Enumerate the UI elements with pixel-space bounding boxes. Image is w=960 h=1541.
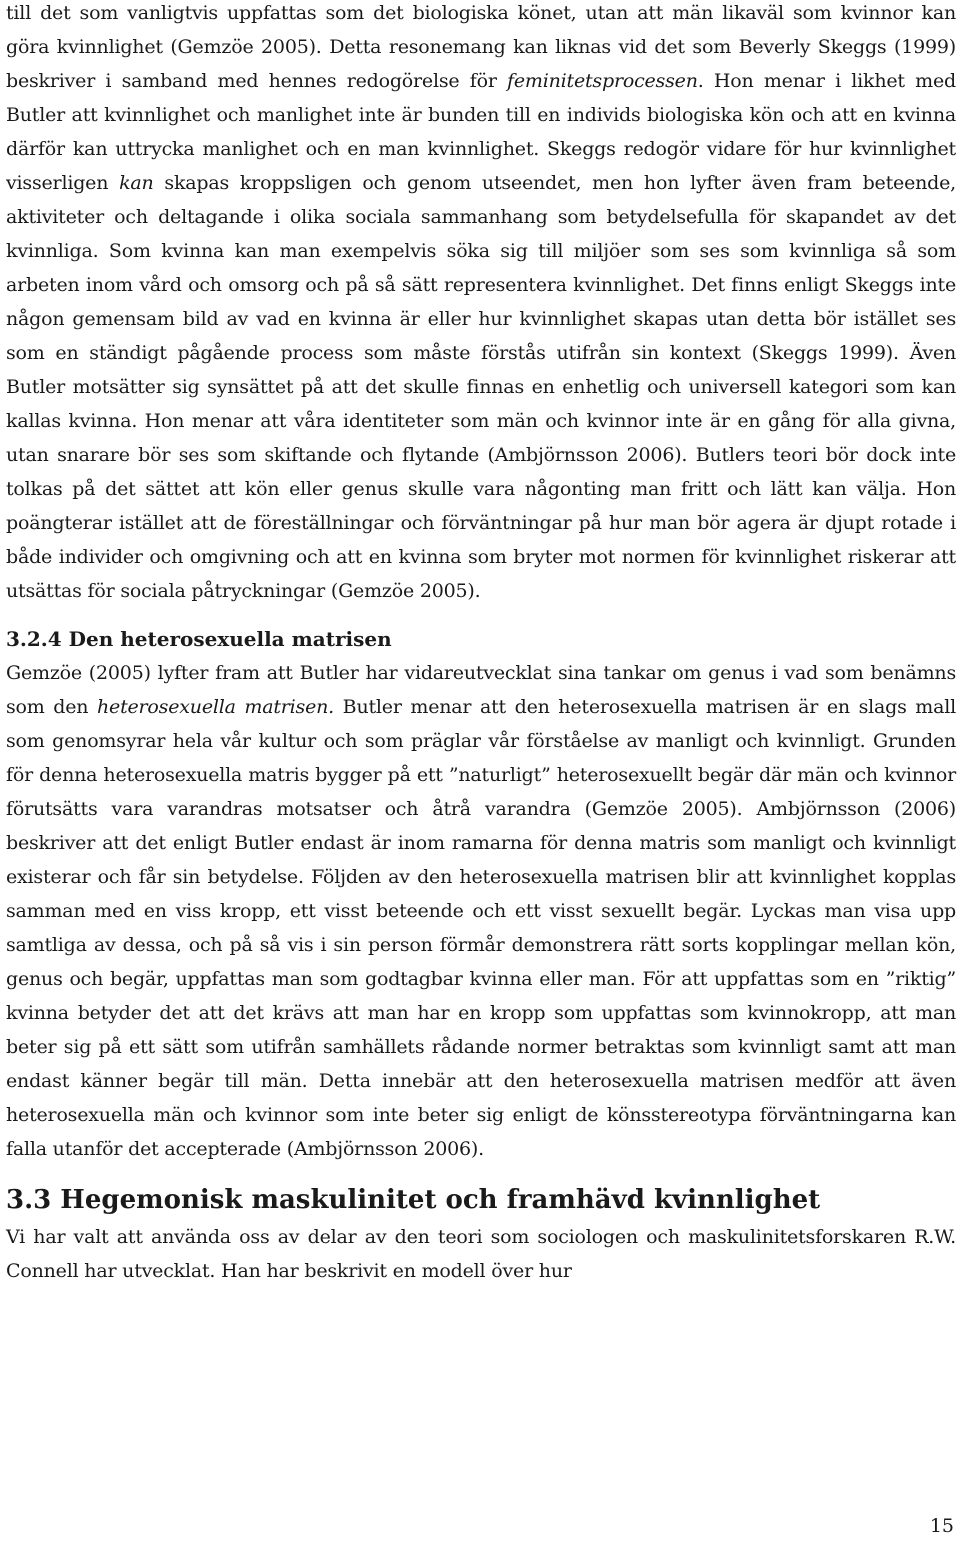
- emphasized-term: heterosexuella matrisen.: [96, 696, 335, 718]
- body-paragraph: [6, 656, 956, 1166]
- document-page: [6, 0, 956, 1288]
- body-paragraph: [6, 0, 956, 608]
- paragraph-text: till det som vanligtvis uppfattas som det biologiska könet, utan att män likaväl som kvinnor kan göra kvinnlighet (Gemzöe 2005). Detta resonemang kan liknas vid det som Beverly Skeggs (1999) beskriver i samband med hennes redogörelse för: [6, 2, 956, 92]
- emphasized-term: kan: [119, 172, 154, 194]
- section-heading: 3.3 Hegemonisk maskulinitet och framhävd kvinnlighet: [6, 1185, 821, 1215]
- paragraph-text: Butler menar att den heterosexuella matrisen är en slags mall som genomsyrar hela vår kultur och som präglar vår förståelse av manligt och kvinnligt. Grunden för denna heterosexuella matris bygger på ett ”naturligt” heterosexuellt begär där män och kvinnor förutsätts vara varandras motsatser och åtrå varandra (Gemzöe 2005). Ambjörnsson (2006) beskriver att det enligt Butler endast är inom ramarna för denna matris som manligt och kvinnligt existerar och får sin betydelse. Följden av den heterosexuella matrisen blir att kvinnlighet kopplas samman med en viss kropp, ett visst beteende och ett visst sexuellt begär. Lyckas man visa upp samtliga av dessa, och på så vis i sin person förmår demonstrera rätt sorts kopplingar mellan kön, genus och begär, uppfattas man som godtagbar kvinna eller man. För att uppfattas som en ”riktig” kvinna betyder det att det krävs att man har en kropp som uppfattas som kvinnokropp, att man beter sig på ett sätt som utifrån samhällets rådande normer betraktas som kvinnligt samt att man endast känner begär till män. Detta innebär att den heterosexuella matrisen medför att även heterosexuella män och kvinnor som inte beter sig enligt de könsstereotypa förväntningarna kan falla utanför det accepterade (Ambjörnsson 2006).: [6, 696, 957, 1160]
- paragraph-text: Gemzöe (2005) lyfter fram att Butler har vidareutvecklat sina tankar om genus i vad som benämns som den: [6, 662, 956, 718]
- page-number: 15: [929, 1515, 954, 1537]
- paragraph-text: . Hon menar i likhet med Butler att kvinnlighet och manlighet inte är bunden till en individs biologiska kön och att en kvinna därför kan uttrycka manlighet och en man kvinnlighet. Skeggs redogör vidare för hur kvinnlighet visserligen: [6, 70, 956, 194]
- emphasized-term: feminitetsprocessen: [507, 70, 698, 92]
- paragraph-text: skapas kroppsligen och genom utseendet, men hon lyfter även fram beteende, aktiviteter och deltagande i olika sociala sammanhang som betydelsefulla för skapandet av det kvinnliga. Som kvinna kan man exempelvis söka sig till miljöer som ses som kvinnliga så som arbeten inom vård och omsorg och på så sätt representera kvinnlighet. Det finns enligt Skeggs inte någon gemensam bild av vad en kvinna är eller hur kvinnlighet skapas utan detta bör istället ses som en ständigt pågående process som måste förstås utifrån sin kontext (Skeggs 1999). Även Butler motsätter sig synsättet på att det skulle finnas en enhetlig och universell kategori som kan kallas kvinna. Hon menar att våra identiteter som män och kvinnor inte är en gång för alla givna, utan snarare bör ses som skiftande och flytande (Ambjörnsson 2006). Butlers teori bör dock inte tolkas på det sättet att kön eller genus skulle vara någonting man fritt och lätt kan välja. Hon poängterar istället att de föreställningar och förväntningar på hur man bör agera är djupt rotade i både individer och omgivning och att en kvinna som bryter mot normen för kvinnlighet riskerar att utsättas för sociala påtryckningar (Gemzöe 2005).: [6, 172, 956, 602]
- subsection-heading: 3.2.4 Den heterosexuella matrisen: [6, 627, 392, 651]
- body-paragraph: Vi har valt att använda oss av delar av den teori som sociologen och maskulinitetsforskaren R.W. Connell har utvecklat. Han har beskrivit en modell över hur: [6, 1226, 956, 1282]
